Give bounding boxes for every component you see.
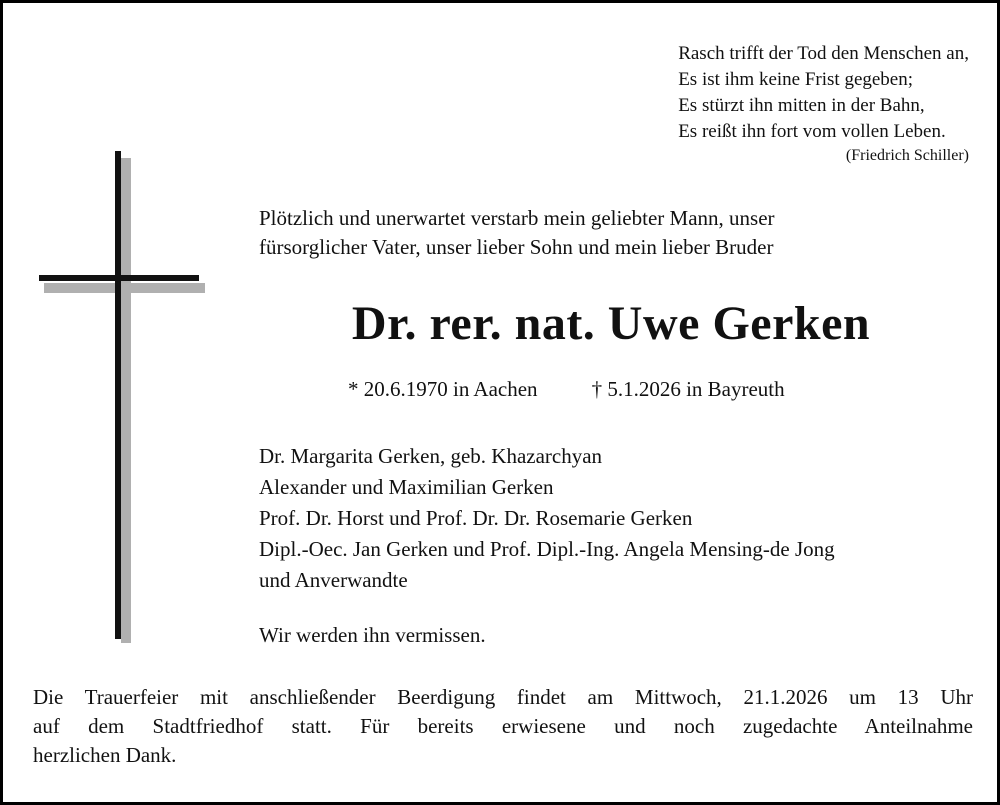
mourner: Alexander und Maximilian Gerken xyxy=(259,475,554,499)
announcement-line: fürsorglicher Vater, unser lieber Sohn und mein lieber Bruder xyxy=(259,235,774,259)
poem-line: Es reißt ihn fort vom vollen Leben. xyxy=(678,121,946,142)
mourner: Dr. Margarita Gerken, geb. Khazarchyan xyxy=(259,444,603,468)
mourners-list xyxy=(259,441,835,596)
closing-line: Wir werden ihn vermissen. xyxy=(259,623,486,647)
mourner: und Anverwandte xyxy=(259,568,408,592)
announcement-text xyxy=(259,204,775,262)
poem xyxy=(678,41,969,167)
life-dates xyxy=(348,377,785,402)
mourner: Dipl.-Oec. Jan Gerken und Prof. Dipl.-Ing. Angela Mensing-de Jong xyxy=(259,537,835,561)
birth-date: * 20.6.1970 in Aachen xyxy=(348,377,538,401)
funeral-line: auf dem Stadtfriedhof statt. Für bereits erwiesene und noch zugedachte Anteilnahme xyxy=(33,714,973,738)
funeral-details xyxy=(33,683,973,770)
funeral-line: Die Trauerfeier mit anschließender Beerdigung findet am Mittwoch, 21.1.2026 um 13 Uhr xyxy=(33,685,973,709)
deceased-name: Dr. rer. nat. Uwe Gerken xyxy=(351,297,871,350)
poem-line: Rasch trifft der Tod den Menschen an, xyxy=(678,43,969,64)
poem-author: (Friedrich Schiller) xyxy=(845,147,969,164)
poem-line: Es ist ihm keine Frist gegeben; xyxy=(678,69,914,90)
announcement-line: Plötzlich und unerwartet verstarb mein geliebter Mann, unser xyxy=(259,206,775,230)
funeral-line: herzlichen Dank. xyxy=(33,743,177,767)
mourner: Prof. Dr. Horst und Prof. Dr. Dr. Rosemarie Gerken xyxy=(259,506,693,530)
death-date: † 5.1.2026 in Bayreuth xyxy=(591,377,785,401)
poem-line: Es stürzt ihn mitten in der Bahn, xyxy=(678,95,925,116)
